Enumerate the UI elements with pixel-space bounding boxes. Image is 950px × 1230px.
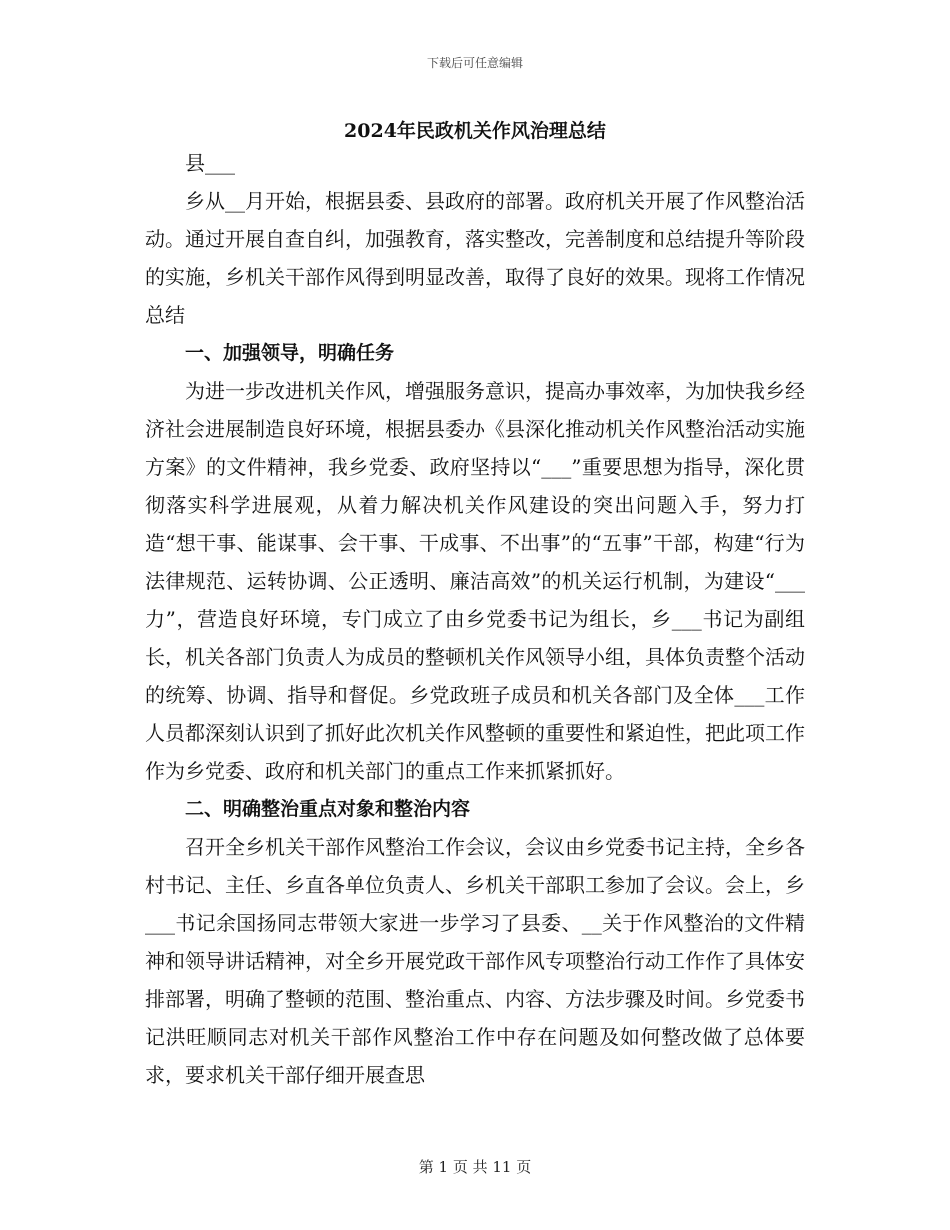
document-body [145, 144, 805, 1094]
intro-paragraph: 乡从__月开始，根据县委、县政府的部署。政府机关开展了作风整治活动。通过开展自查自纠，加强教育，落实整改，完善制度和总结提升等阶段的实施，乡机关干部作风得到明显改善，取得了良好的效果。现将工作情况总结 [145, 189, 805, 327]
page-number-footer: 第 1 页 共 11 页 [418, 1158, 532, 1176]
header-note: 下载后可任意编辑 [426, 56, 523, 70]
section-heading-1: 一、加强领导，明确任务 [185, 342, 395, 364]
section-2-paragraph: 召开全乡机关干部作风整治工作会议，会议由乡党委书记主持，全乡各村书记、主任、乡直各单位负责人、乡机关干部职工参加了会议。会上，乡___书记余国扬同志带领大家进一步学习了县委、__关于作风整治的文件精神和领导讲话精神，对全乡开展党政干部作风专项整治行动工作作了具体安排部署，明确了整顿的范围、整治重点、内容、方法步骤及时间。乡党委书记洪旺顺同志对机关干部作风整治工作中存在问题及如何整改做了总体要求，要求机关干部仔细开展查思 [145, 835, 805, 1087]
salutation-paragraph: 县___ [185, 151, 235, 175]
section-1-paragraph: 为进一步改进机关作风，增强服务意识，提高办事效率，为加快我乡经济社会进展制造良好环境，根据县委办《县深化推动机关作风整治活动实施方案》的文件精神，我乡党委、政府坚持以“___”重要思想为指导，深化贯彻落实科学进展观，从着力解决机关作风建设的突出问题入手，努力打造“想干事、能谋事、会干事、干成事、不出事”的“五事”干部，构建“行为法律规范、运转协调、公正透明、廉洁高效”的机关运行机制，为建设“___力”，营造良好环境，专门成立了由乡党委书记为组长，乡___书记为副组长，机关各部门负责人为成员的整顿机关作风领导小组，具体负责整个活动的统筹、协调、指导和督促。乡党政班子成员和机关各部门及全体___工作人员都深刻认识到了抓好此次机关作风整顿的重要性和紧迫性，把此项工作作为乡党委、政府和机关部门的重点工作来抓紧抓好。 [145, 379, 805, 783]
document-title: 2024年民政机关作风治理总结 [344, 120, 606, 142]
section-heading-2: 二、明确整治重点对象和整治内容 [185, 798, 471, 820]
